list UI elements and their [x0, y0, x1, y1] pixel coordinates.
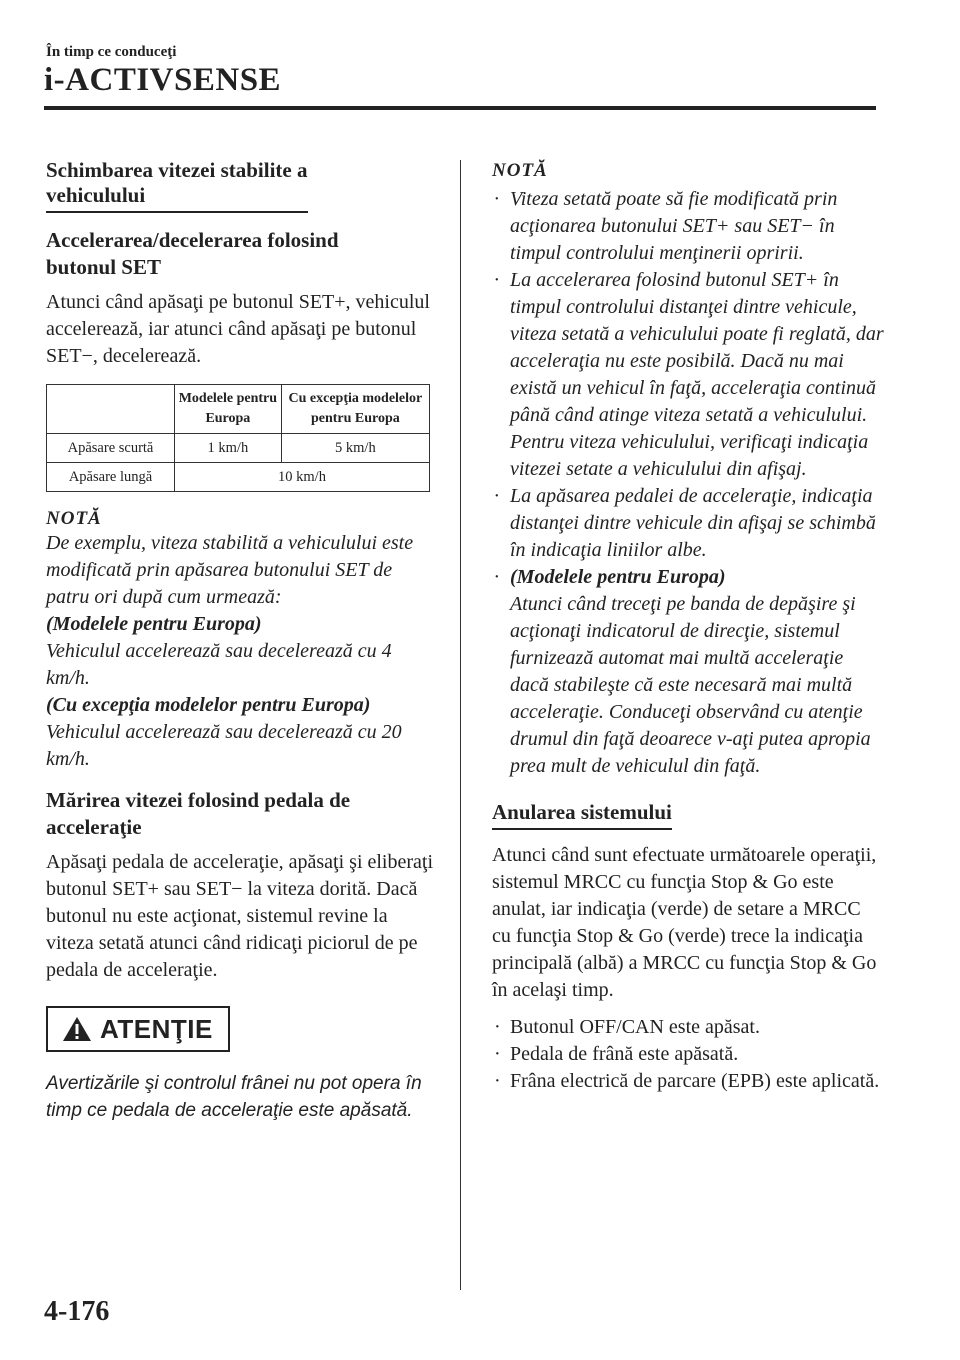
list-item-heading: (Modelele pentru Europa): [510, 566, 726, 588]
page-number: 4-176: [44, 1296, 110, 1327]
note-heading-non-europe: (Cu excepţia modelelor pentru Europa): [46, 694, 371, 716]
table-row: [47, 434, 430, 463]
running-header-title: i-ACTIVSENSE: [44, 62, 282, 98]
list-item: · La accelerarea folosind butonul SET+ în timpul controlului distanţei dintre vehicule, viteza setată a vehiculului poate fi reglată, dar acceleraţia nu este posibilă. Dacă nu mai există un vehicul în faţă, acceleraţia continuă până când atinge viteza setată a vehiculului. Pentru viteza vehiculului, verificaţi indicaţia vitezei setate a vehiculului din afişaj.: [494, 269, 884, 480]
header-rule: [44, 106, 876, 110]
list-item-text: Frâna electrică de parcare (EPB) este aplicată.: [510, 1070, 880, 1092]
table-cell: 10 km/h: [175, 463, 430, 492]
list-item: · (Modelele pentru Europa) Atunci când treceţi pe banda de depăşire şi acţionaţi indicatorul de direcţie, sistemul furnizează automat mai multă acceleraţie dacă stabileşte că este necesară mai multă acceleraţie. Conduceţi observând cu atenţie drumul din faţă deoarece v-aţi putea apropia prea mult de vehiculul din faţă.: [494, 566, 871, 777]
list-item: · Frâna electrică de parcare (EPB) este aplicată.: [494, 1070, 880, 1092]
subtitle-line2: butonul SET: [46, 255, 161, 279]
subtitle-set-button: [46, 227, 436, 281]
column-divider: [460, 160, 461, 1290]
note-text-non-europe: Vehiculul accelerează sau decelerează cu 20 km/h.: [46, 721, 402, 770]
section-title-cancel: Anularea sistemului: [492, 800, 672, 830]
table-cell: 5 km/h: [281, 434, 429, 463]
table-header-europe: Modelele pentru Europa: [175, 385, 282, 434]
right-column: [492, 158, 884, 1095]
subtitle-line1: Accelerarea/decelerarea folosind: [46, 228, 339, 252]
table-cell: 1 km/h: [175, 434, 282, 463]
subtitle-line1: Mărirea vitezei folosind pedala de: [46, 788, 351, 812]
speed-step-table: [46, 384, 430, 492]
running-header-section: În timp ce conduceţi: [46, 44, 177, 60]
list-item-text: La apăsarea pedalei de acceleraţie, indicaţia distanţei dintre vehicule din afişaj se schimbă în indicaţia liniilor albe.: [510, 485, 876, 561]
list-item: · Viteza setată poate să fie modificată prin acţionarea butonului SET+ sau SET− în timpul controlului menţinerii opririi.: [494, 188, 838, 264]
section-title-line2: vehiculului: [46, 183, 146, 207]
table-header-non-europe: Cu excepţia modelelor pentru Europa: [281, 385, 429, 434]
warning-box: [46, 1006, 230, 1052]
subtitle-line2: acceleraţie: [46, 815, 142, 839]
cancel-conditions-list: [492, 1014, 884, 1095]
table-row-label: Apăsare lungă: [47, 463, 175, 492]
section-title-line1: Schimbarea vitezei stabilite a: [46, 158, 308, 182]
list-item-text: Butonul OFF/CAN este apăsat.: [510, 1016, 760, 1038]
list-item-text: Atunci când treceţi pe banda de depăşire şi acţionaţi indicatorul de direcţie, sistemul furnizează automat mai multă acceleraţie dacă stabileşte că este necesară mai multă acceleraţie. Conduceţi observând cu atenţie drumul din faţă deoarece v-aţi putea apropia prea mult de vehiculul din faţă.: [510, 593, 871, 777]
paragraph-set-button: Atunci când apăsaţi pe butonul SET+, vehiculul accelerează, iar atunci când apăsaţi pe butonul SET−, decelerează.: [46, 291, 430, 367]
list-item: · Butonul OFF/CAN este apăsat.: [494, 1016, 760, 1038]
paragraph-cancel: Atunci când sunt efectuate următoarele operaţii, sistemul MRCC cu funcţia Stop & Go este anulat, iar indicaţia (verde) de setare a MRCC cu funcţia Stop & Go (verde) trece la indicaţia principală (albă) a MRCC cu funcţia Stop & Go în acelaşi timp.: [492, 844, 877, 1001]
note-text: De exemplu, viteza stabilită a vehiculului este modificată prin apăsarea butonului SET de patru ori după cum urmează:: [46, 532, 414, 608]
paragraph-accelerator: Apăsaţi pedala de acceleraţie, apăsaţi şi eliberaţi butonul SET+ sau SET− la viteza dorită. Dacă butonul nu este acţionat, sistemul revine la viteza setată atunci când ridicaţi piciorul de pe pedala de acceleraţie.: [46, 851, 434, 981]
note-text-europe: Vehiculul accelerează sau decelerează cu 4 km/h.: [46, 640, 392, 689]
warning-triangle-icon: [62, 1016, 92, 1042]
list-item: · La apăsarea pedalei de acceleraţie, indicaţia distanţei dintre vehicule din afişaj se schimbă în indicaţia liniilor albe.: [494, 485, 876, 561]
list-item-text: Pedala de frână este apăsată.: [510, 1043, 739, 1065]
warning-text: Avertizările şi controlul frânei nu pot opera în timp ce pedala de acceleraţie este apăsată.: [46, 1073, 422, 1121]
note-title-left: NOTĂ: [46, 508, 102, 529]
left-column: [46, 158, 436, 1124]
subtitle-accelerator: [46, 787, 436, 841]
note-bullet-list: [492, 186, 884, 780]
list-item: · Pedala de frână este apăsată.: [494, 1043, 739, 1065]
table-row-label: Apăsare scurtă: [47, 434, 175, 463]
table-corner-cell: [47, 385, 175, 434]
list-item-text: La accelerarea folosind butonul SET+ în timpul controlului distanţei dintre vehicule, viteza setată a vehiculului poate fi reglată, dar acceleraţia nu este posibilă. Dacă nu mai există un vehicul în faţă, acceleraţia continuă până când atinge viteza setată a vehiculului. Pentru viteza vehiculului, verificaţi indicaţia vitezei setate a vehiculului din afişaj.: [510, 269, 884, 480]
table-header-row: [47, 385, 430, 434]
table-row: [47, 463, 430, 492]
note-title-right: NOTĂ: [492, 160, 548, 181]
note-heading-europe: (Modelele pentru Europa): [46, 613, 262, 635]
warning-label: ATENŢIE: [100, 1013, 213, 1044]
list-item-text: Viteza setată poate să fie modificată prin acţionarea butonului SET+ sau SET− în timpul controlului menţinerii opririi.: [510, 188, 838, 264]
section-title-change-speed: [46, 158, 308, 213]
